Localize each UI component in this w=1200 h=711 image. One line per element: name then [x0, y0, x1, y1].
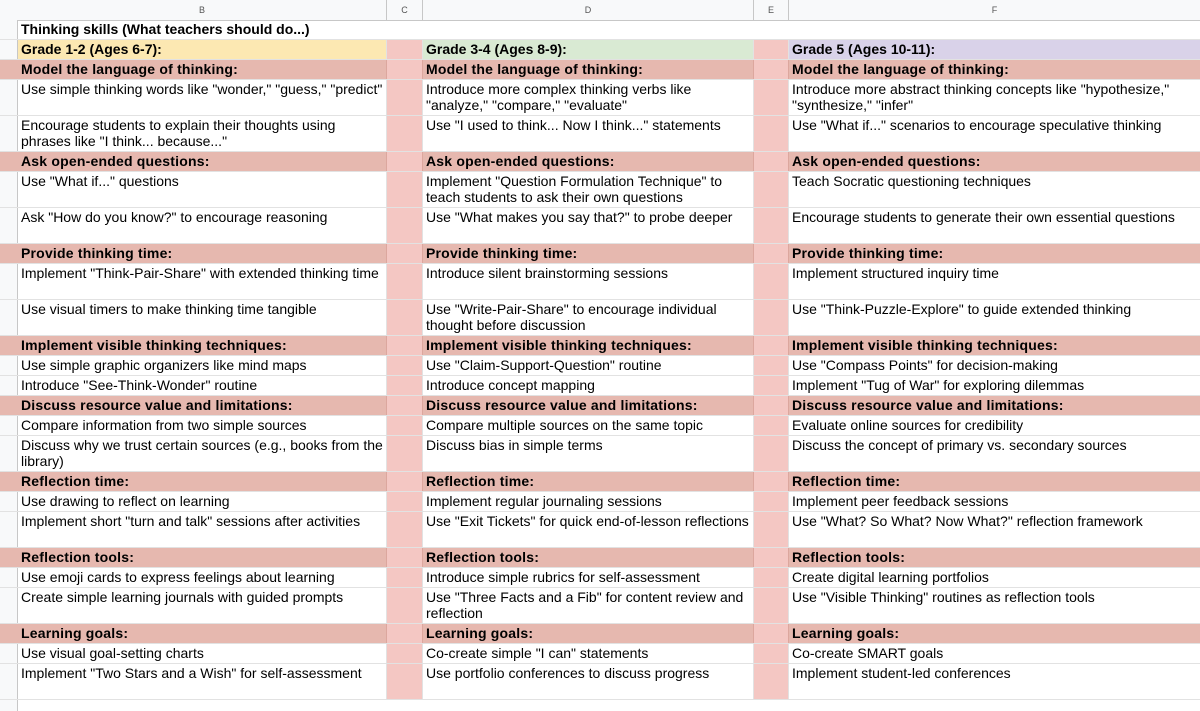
divider-cell-c[interactable]: [387, 300, 423, 335]
table-cell-f[interactable]: Use "What if..." scenarios to encourage speculative thinking: [792, 117, 1162, 133]
divider-cell-e[interactable]: [754, 568, 789, 587]
table-cell-b[interactable]: Compare information from two simple sources: [18, 416, 387, 435]
section-header-cell-f[interactable]: Ask open-ended questions:: [792, 153, 981, 169]
table-cell-b[interactable]: Implement "Think-Pair-Share" with extended thinking time: [18, 264, 387, 299]
divider-cell-c[interactable]: [387, 436, 423, 471]
section-header-cell-f[interactable]: Implement visible thinking techniques:: [792, 337, 1058, 353]
table-cell-b[interactable]: Implement "Two Stars and a Wish" for self-assessment: [18, 664, 387, 699]
table-cell-b[interactable]: Encourage students to explain their thoughts using phrases like "I think... because...": [18, 116, 387, 151]
divider-cell-c[interactable]: [387, 588, 423, 623]
table-cell-f[interactable]: Use "Think-Puzzle-Explore" to guide extended thinking: [792, 301, 1132, 317]
divider-cell-e[interactable]: [754, 396, 789, 415]
table-row: [0, 588, 1200, 624]
table-cell-d[interactable]: Use "Write-Pair-Share" to encourage individual thought before discussion: [423, 300, 754, 335]
section-header-cell-d[interactable]: Reflection tools:: [423, 548, 754, 567]
section-header-row: [0, 624, 1200, 644]
table-cell-d[interactable]: Use "Exit Tickets" for quick end-of-lesson reflections: [423, 512, 754, 547]
table-cell-d[interactable]: Use "What makes you say that?" to probe deeper: [423, 208, 754, 243]
table-row: [0, 664, 1200, 700]
divider-cell-e[interactable]: [754, 356, 789, 375]
divider-cell-e[interactable]: [754, 624, 789, 643]
divider-cell-c[interactable]: [387, 644, 423, 663]
table-cell-b[interactable]: Use visual timers to make thinking time tangible: [18, 300, 387, 335]
table-cell-d[interactable]: Introduce more complex thinking verbs like "analyze," "compare," "evaluate": [423, 80, 754, 115]
section-header-cell-f[interactable]: Provide thinking time:: [792, 245, 944, 261]
divider-cell-c[interactable]: [387, 60, 423, 79]
divider-cell-e[interactable]: [754, 548, 789, 567]
table-row: [0, 492, 1200, 512]
divider-cell-e[interactable]: [754, 492, 789, 511]
divider-cell-e[interactable]: [754, 512, 789, 547]
section-header-row: [0, 60, 1200, 80]
divider-cell-e[interactable]: [754, 644, 789, 663]
section-header-cell-d[interactable]: Learning goals:: [423, 624, 754, 643]
table-row: [0, 568, 1200, 588]
table-cell-d[interactable]: Introduce silent brainstorming sessions: [423, 264, 754, 299]
grade-5-cell[interactable]: Grade 5 (Ages 10-11):: [789, 40, 1200, 59]
section-header-cell-d[interactable]: Model the language of thinking:: [423, 60, 754, 79]
table-cell-b[interactable]: Implement short "turn and talk" sessions after activities: [18, 512, 387, 547]
section-header-cell-d[interactable]: Provide thinking time:: [423, 244, 754, 263]
section-header-row: [0, 152, 1200, 172]
table-cell-d[interactable]: Use portfolio conferences to discuss progress: [423, 664, 754, 699]
divider-cell-c[interactable]: [387, 208, 423, 243]
table-cell-f[interactable]: Implement structured inquiry time: [792, 265, 999, 281]
table-cell-f[interactable]: Co-create SMART goals: [792, 645, 944, 661]
table-cell-f[interactable]: Implement student-led conferences: [792, 665, 1011, 681]
section-header-cell-b[interactable]: Discuss resource value and limitations:: [18, 396, 387, 415]
table-row: [0, 644, 1200, 664]
divider-cell-e[interactable]: [754, 208, 789, 243]
table-cell-d[interactable]: Use "Claim-Support-Question" routine: [423, 356, 754, 375]
column-header-c[interactable]: C: [387, 0, 423, 20]
divider-cell-c[interactable]: [387, 264, 423, 299]
section-header-cell-f[interactable]: Model the language of thinking:: [792, 61, 1009, 77]
column-header-d[interactable]: D: [423, 0, 754, 20]
divider-cell-c[interactable]: [387, 244, 423, 263]
section-header-cell-f[interactable]: Learning goals:: [792, 625, 900, 641]
divider-cell-c[interactable]: [387, 624, 423, 643]
section-header-cell-b[interactable]: Reflection tools:: [18, 548, 387, 567]
divider-cell-e[interactable]: [754, 172, 789, 207]
divider-cell-e[interactable]: [754, 664, 789, 699]
table-cell-d[interactable]: Use "Three Facts and a Fib" for content review and reflection: [423, 588, 754, 623]
grade-1-2-cell[interactable]: Grade 1-2 (Ages 6-7):: [18, 40, 387, 59]
table-cell-d[interactable]: Implement regular journaling sessions: [423, 492, 754, 511]
table-row: [0, 376, 1200, 396]
section-header-cell-f[interactable]: Reflection time:: [792, 473, 901, 489]
grade-3-4-cell[interactable]: Grade 3-4 (Ages 8-9):: [423, 40, 754, 59]
divider-cell-e[interactable]: [754, 152, 789, 171]
table-cell-b[interactable]: Create simple learning journals with guided prompts: [18, 588, 387, 623]
section-header-cell-d[interactable]: Discuss resource value and limitations:: [423, 396, 754, 415]
divider-cell-c[interactable]: [387, 356, 423, 375]
table-row: [0, 208, 1200, 244]
table-cell-d[interactable]: Introduce simple rubrics for self-assessment: [423, 568, 754, 587]
divider-cell-c[interactable]: [387, 80, 423, 115]
divider-cell-c[interactable]: [387, 416, 423, 435]
table-cell-b[interactable]: Ask "How do you know?" to encourage reasoning: [18, 208, 387, 243]
table-cell-d[interactable]: Co-create simple "I can" statements: [423, 644, 754, 663]
section-header-cell-f[interactable]: Reflection tools:: [792, 549, 906, 565]
divider-cell-c[interactable]: [387, 116, 423, 151]
table-cell-b[interactable]: Use drawing to reflect on learning: [18, 492, 387, 511]
section-header-row: [0, 548, 1200, 568]
grade-row: [0, 40, 1200, 60]
divider-cell-c[interactable]: [387, 664, 423, 699]
table-cell-b[interactable]: Use "What if..." questions: [18, 172, 387, 207]
section-header-cell-b[interactable]: Ask open-ended questions:: [18, 152, 387, 171]
column-header-f[interactable]: F: [991, 5, 998, 15]
divider-cell-e[interactable]: [754, 244, 789, 263]
section-header-cell-b[interactable]: Implement visible thinking techniques:: [18, 336, 387, 355]
table-cell-f[interactable]: Implement peer feedback sessions: [792, 493, 1009, 509]
column-header-e[interactable]: E: [754, 0, 789, 20]
table-cell-d[interactable]: Discuss bias in simple terms: [423, 436, 754, 471]
table-cell-f[interactable]: Encourage students to generate their own essential questions: [792, 209, 1175, 225]
divider-cell-e[interactable]: [754, 416, 789, 435]
table-cell-b[interactable]: Use emoji cards to express feelings about learning: [18, 568, 387, 587]
table-cell-f[interactable]: Create digital learning portfolios: [792, 569, 989, 585]
divider-cell-c[interactable]: [387, 152, 423, 171]
table-row: [0, 356, 1200, 376]
table-cell-d[interactable]: Introduce concept mapping: [423, 376, 754, 395]
divider-cell-e[interactable]: [754, 40, 789, 59]
table-row: [0, 512, 1200, 548]
column-header-b[interactable]: B: [18, 0, 387, 20]
table-cell-b[interactable]: Use simple thinking words like "wonder," "guess," "predict": [18, 80, 387, 115]
section-header-row: [0, 244, 1200, 264]
table-cell-f[interactable]: Use "Compass Points" for decision-making: [792, 357, 1058, 373]
divider-cell-c[interactable]: [387, 512, 423, 547]
table-cell-f[interactable]: Evaluate online sources for credibility: [792, 417, 1024, 433]
section-header-cell-b[interactable]: Learning goals:: [18, 624, 387, 643]
divider-cell-e[interactable]: [754, 472, 789, 491]
table-cell-d[interactable]: Compare multiple sources on the same topic: [423, 416, 754, 435]
table-row: [0, 436, 1200, 472]
section-header-cell-b[interactable]: Model the language of thinking:: [18, 60, 387, 79]
table-row: [0, 264, 1200, 300]
divider-cell-e[interactable]: [754, 436, 789, 471]
divider-cell-c[interactable]: [387, 376, 423, 395]
table-row: [0, 116, 1200, 152]
table-row: [0, 300, 1200, 336]
table-cell-f[interactable]: Use "What? So What? Now What?" reflection framework: [792, 513, 1143, 529]
divider-cell-e[interactable]: [754, 116, 789, 151]
divider-cell-e[interactable]: [754, 376, 789, 395]
table-cell-b[interactable]: Introduce "See-Think-Wonder" routine: [18, 376, 387, 395]
divider-cell-c[interactable]: [387, 472, 423, 491]
sheet-title-cell[interactable]: Thinking skills (What teachers should do...): [21, 21, 310, 37]
table-row: [0, 416, 1200, 436]
divider-cell-e[interactable]: [754, 60, 789, 79]
divider-cell-c[interactable]: [387, 396, 423, 415]
divider-cell-e[interactable]: [754, 264, 789, 299]
section-header-cell-d[interactable]: Reflection time:: [423, 472, 754, 491]
divider-cell-e[interactable]: [754, 588, 789, 623]
section-header-cell-f[interactable]: Discuss resource value and limitations:: [792, 397, 1064, 413]
divider-cell-c[interactable]: [387, 492, 423, 511]
section-header-row: [0, 472, 1200, 492]
table-cell-b[interactable]: Use simple graphic organizers like mind maps: [18, 356, 387, 375]
column-header-bar: [0, 0, 1200, 21]
table-cell-f[interactable]: Use "Visible Thinking" routines as reflection tools: [792, 589, 1095, 605]
table-cell-f[interactable]: Implement "Tug of War" for exploring dilemmas: [792, 377, 1085, 393]
divider-cell-e[interactable]: [754, 80, 789, 115]
divider-cell-c[interactable]: [387, 40, 423, 59]
divider-cell-e[interactable]: [754, 300, 789, 335]
table-cell-d[interactable]: Implement "Question Formulation Technique" to teach students to ask their own questions: [423, 172, 754, 207]
divider-cell-c[interactable]: [387, 548, 423, 567]
table-row: [0, 172, 1200, 208]
section-header-row: [0, 396, 1200, 416]
section-header-cell-d[interactable]: Implement visible thinking techniques:: [423, 336, 754, 355]
title-row: [0, 20, 1200, 40]
section-header-cell-d[interactable]: Ask open-ended questions:: [423, 152, 754, 171]
section-header-row: [0, 336, 1200, 356]
table-cell-d[interactable]: Use "I used to think... Now I think..." statements: [423, 116, 754, 151]
divider-cell-e[interactable]: [754, 336, 789, 355]
divider-cell-c[interactable]: [387, 336, 423, 355]
table-cell-f[interactable]: Introduce more abstract thinking concepts like "hypothesize," "synthesize," "infer": [792, 81, 1170, 113]
table-row: [0, 80, 1200, 116]
divider-cell-c[interactable]: [387, 172, 423, 207]
section-header-cell-b[interactable]: Reflection time:: [18, 472, 387, 491]
table-cell-f[interactable]: Teach Socratic questioning techniques: [792, 173, 1031, 189]
table-cell-f[interactable]: Discuss the concept of primary vs. secondary sources: [792, 437, 1127, 453]
section-header-cell-b[interactable]: Provide thinking time:: [18, 244, 387, 263]
table-cell-b[interactable]: Discuss why we trust certain sources (e.g., books from the library): [18, 436, 387, 471]
table-cell-b[interactable]: Use visual goal-setting charts: [18, 644, 387, 663]
divider-cell-c[interactable]: [387, 568, 423, 587]
